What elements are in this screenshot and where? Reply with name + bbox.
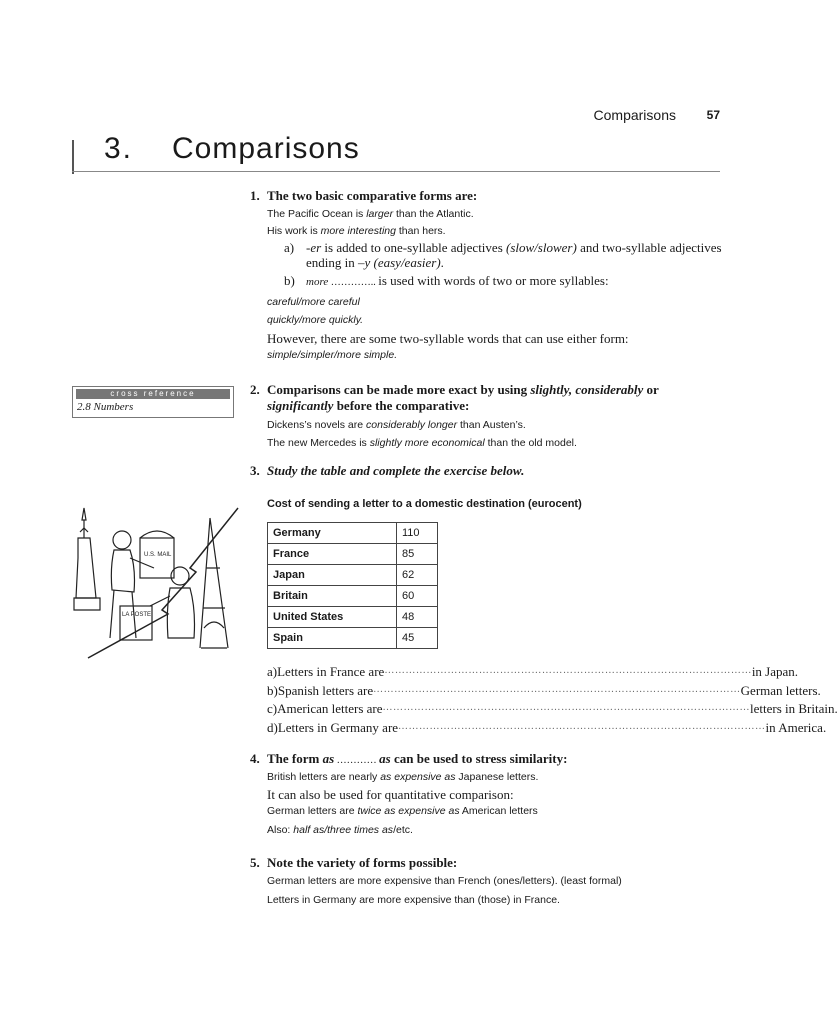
value-cell: 110 (397, 523, 438, 544)
section-number: 1. (250, 188, 260, 203)
example-word-pair: careful/more careful (267, 296, 360, 308)
section-1-heading: 1. The two basic comparative forms are: (250, 188, 478, 203)
section-1 (250, 188, 722, 364)
section-3 (250, 463, 722, 479)
rule-item-b: b) more ………….. is used with words of two or more syllables: (284, 273, 609, 288)
example-sentence: His work is more interesting than hers. (267, 225, 446, 237)
exercise-item-d: d) Letters in Germany are …………………………………………………………………………………………… in America. (267, 719, 827, 735)
cross-reference-entry: 2.8 Numbers (77, 401, 134, 413)
value-cell: 85 (397, 544, 438, 565)
cross-reference-box (72, 386, 234, 418)
table-row (268, 565, 438, 586)
table-title: Cost of sending a letter to a domestic destination (eurocent) (267, 498, 582, 510)
sign-us-mail: U.S. MAIL (144, 552, 172, 558)
example-sentence: The new Mercedes is slightly more economical than the old model. (267, 437, 577, 449)
price-table (267, 522, 438, 649)
answer-blank[interactable]: …………………………………………………………………………………………… (398, 720, 766, 732)
country-cell: France (268, 544, 397, 565)
table-row (268, 628, 438, 649)
chapter-bar (72, 140, 74, 174)
table-row (268, 586, 438, 607)
illustration-mail-figures (70, 498, 240, 658)
example-sentence: Also: half as/three times as/etc. (267, 824, 413, 836)
country-cell: Germany (268, 523, 397, 544)
table-row (268, 607, 438, 628)
answer-blank[interactable]: …………………………………………………………………………………………… (382, 702, 750, 713)
country-cell: Britain (268, 586, 397, 607)
value-cell: 45 (397, 628, 438, 649)
section-4-note: It can also be used for quantitative comparison: (267, 787, 514, 802)
section-4 (250, 751, 722, 839)
answer-blank[interactable]: …………………………………………………………………………………………… (384, 665, 752, 676)
section-5-heading: 5. Note the variety of forms possible: (250, 855, 458, 870)
example-word-pair: simple/simpler/more simple. (267, 349, 398, 361)
section-1-note: However, there are some two-syllable words that can use either form: (267, 331, 629, 346)
cross-reference-title: cross reference (76, 389, 230, 399)
chapter-number: 3. (104, 132, 134, 165)
answer-blank[interactable]: …………………………………………………………………………………………… (373, 683, 741, 695)
running-title: Comparisons (593, 107, 676, 123)
table-row (268, 523, 438, 544)
table-row (268, 544, 438, 565)
exercise-item-a: a) Letters in France are …………………………………………………………………………………………… in Japan. (267, 664, 799, 679)
exercise-item-b: b) Spanish letters are …………………………………………………………………………………………… German letters. (267, 682, 821, 698)
example-sentence: The Pacific Ocean is larger than the Atlantic. (267, 208, 474, 220)
country-cell: Spain (268, 628, 397, 649)
chapter-title: Comparisons (172, 132, 360, 165)
example-sentence: German letters are twice as expensive as American letters (267, 805, 538, 817)
rule-item-a: a) -er is added to one-syllable adjectives (slow/slower) and two-syllable adjectives ending in –y (easy/easier). (284, 240, 722, 270)
chapter-rule (72, 171, 720, 172)
example-sentence: British letters are nearly as expensive as Japanese letters. (267, 771, 539, 783)
value-cell: 48 (397, 607, 438, 628)
value-cell: 60 (397, 586, 438, 607)
exercise-item-c: c) American letters are …………………………………………………………………………………………… letters in Britain. (267, 701, 838, 716)
country-cell: Japan (268, 565, 397, 586)
page-number: 57 (706, 108, 720, 122)
exercise-list (250, 663, 838, 737)
section-2 (250, 382, 722, 452)
value-cell: 62 (397, 565, 438, 586)
section-3-heading: 3. Study the table and complete the exercise below. (250, 463, 525, 478)
example-word-pair: quickly/more quickly. (267, 314, 364, 326)
example-sentence: Dickens’s novels are considerably longer than Austen’s. (267, 419, 526, 431)
section-5 (250, 855, 722, 909)
section-4-heading: 4. The form as ………… as can be used to stress similarity: (250, 751, 568, 766)
sign-la-poste: LA POSTE (122, 612, 152, 618)
example-sentence: German letters are more expensive than French (ones/letters). (least formal) (267, 875, 622, 887)
country-cell: United States (268, 607, 397, 628)
example-sentence: Letters in Germany are more expensive than (those) in France. (267, 894, 560, 906)
section-2-heading: 2. Comparisons can be made more exact by using slightly, considerably or significantly before the comparative: (250, 382, 659, 413)
